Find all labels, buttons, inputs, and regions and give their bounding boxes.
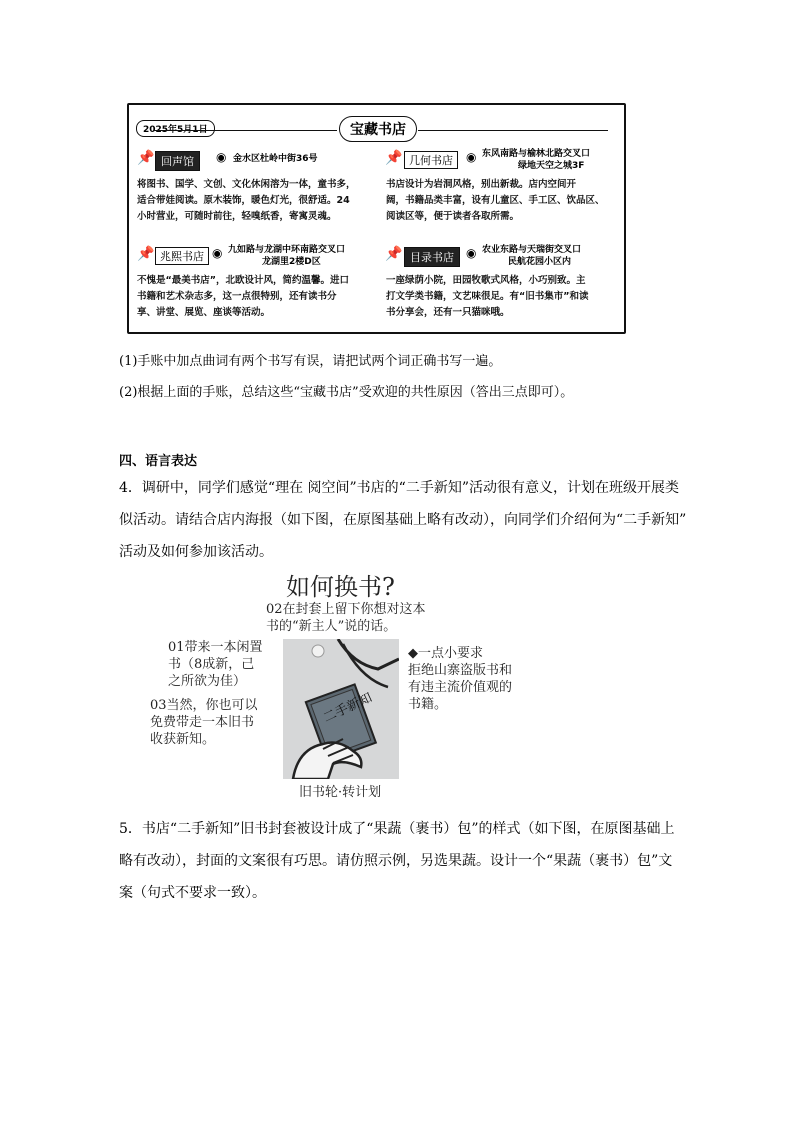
divider-right: [418, 130, 608, 131]
question-1: (1)手账中加点曲词有两个书写有误，请把试两个词正确书写一遍。: [119, 354, 502, 369]
book-label: 二手新知: [321, 690, 375, 727]
store-address: 农业东路与天瑞街交叉口: [482, 245, 582, 255]
store-desc: 不愧是“最美书店”，北欧设计风，简约温馨。进口 书籍和艺术杂志多，这一点很特别，还有读书分 享、讲堂、展览、座谈等活动。: [137, 275, 349, 318]
handbook-title: 宝藏书店: [339, 116, 417, 142]
location-icon: ◉: [212, 246, 223, 260]
pin-icon: 📌: [385, 150, 403, 166]
question-2: (2)根据上面的手账，总结这些“宝藏书店”受欢迎的共性原因（答出三点即可）。: [119, 385, 574, 400]
item-4-text: 4．调研中，同学们感觉“理在 阅空间”书店的“二手新知”活动很有意义，计划在班级开展类 似活动。请结合店内海报（如下图，在原图基础上略有改动），向同学们介绍何为“二手新知” 活动及如何参加该活动。: [119, 480, 687, 560]
store-address-line2: 龙湖里2楼D区: [262, 257, 321, 267]
store-address: 东风南路与榆林北路交叉口: [482, 149, 591, 159]
poster-photo: [283, 639, 399, 779]
divider-left: [154, 130, 337, 131]
book-hands-illustration: [283, 639, 399, 779]
poster-caption: 旧书轮·转计划: [299, 785, 382, 800]
location-icon: ◉: [216, 150, 227, 164]
poster-step-01: 01带来一本闲置 书（8成新，己 之所欲为佳）: [168, 640, 263, 689]
location-icon: ◉: [466, 246, 477, 260]
store-name: 兆熙书店: [155, 247, 209, 265]
store-desc: 书店设计为岩洞风格，别出新裁。店内空间开 阔，书籍品类丰富，设有儿童区、手工区、饮品区、 阅读区等，便于读者各取所需。: [386, 179, 605, 222]
section-heading: 四、语言表达: [119, 454, 198, 469]
pin-icon: 📌: [137, 246, 155, 262]
handbook-date: 2025年5月1日: [136, 120, 215, 137]
store-address: 九如路与龙湖中环南路交叉口: [228, 245, 346, 255]
store-desc: 将图书、国学、文创、文化休闲溶为一体，童书多， 适合带娃阅读。原木装饰，暖色灯光，很舒适。24 小时营业，可随时前往，轻嗅纸香，寄寓灵魂。: [137, 179, 356, 222]
poster-step-03: 03当然，你也可以 免费带走一本旧书 收获新知。: [150, 698, 258, 747]
poster-title: 如何换书?: [286, 573, 395, 601]
store-name: 回声馆: [155, 151, 200, 171]
pin-icon: 📌: [137, 150, 155, 166]
store-address-line2: 绿地天空之城3F: [518, 161, 585, 171]
poster-step-02: 02在封套上留下你想对这本 书的“新主人”说的话。: [266, 602, 426, 634]
poster-requirement: ◆一点小要求 拒绝山寨盗版书和 有违主流价值观的 书籍。: [408, 646, 513, 712]
store-desc: 一座绿荫小院，田园牧歌式风格，小巧别致。主 打文学类书籍，文艺味很足。有“旧书集市”和读 书分享会，还有一只猫咪哦。: [386, 275, 589, 318]
store-name: 目录书店: [404, 247, 460, 267]
store-address-line2: 民航花园小区内: [508, 257, 572, 267]
store-address: 金水区杜岭中街36号: [233, 154, 318, 164]
store-name: 几何书店: [404, 151, 458, 169]
item-5-text: 5．书店“二手新知”旧书封套被设计成了“果蔬（裹书）包”的样式（如下图，在原图基础上 略有改动），封面的文案很有巧思。请仿照示例，另选果蔬。设计一个“果蔬（裹书）包”文 案（句式不要求一致）。: [119, 821, 675, 901]
pin-icon: 📌: [385, 246, 403, 262]
location-icon: ◉: [466, 150, 477, 164]
